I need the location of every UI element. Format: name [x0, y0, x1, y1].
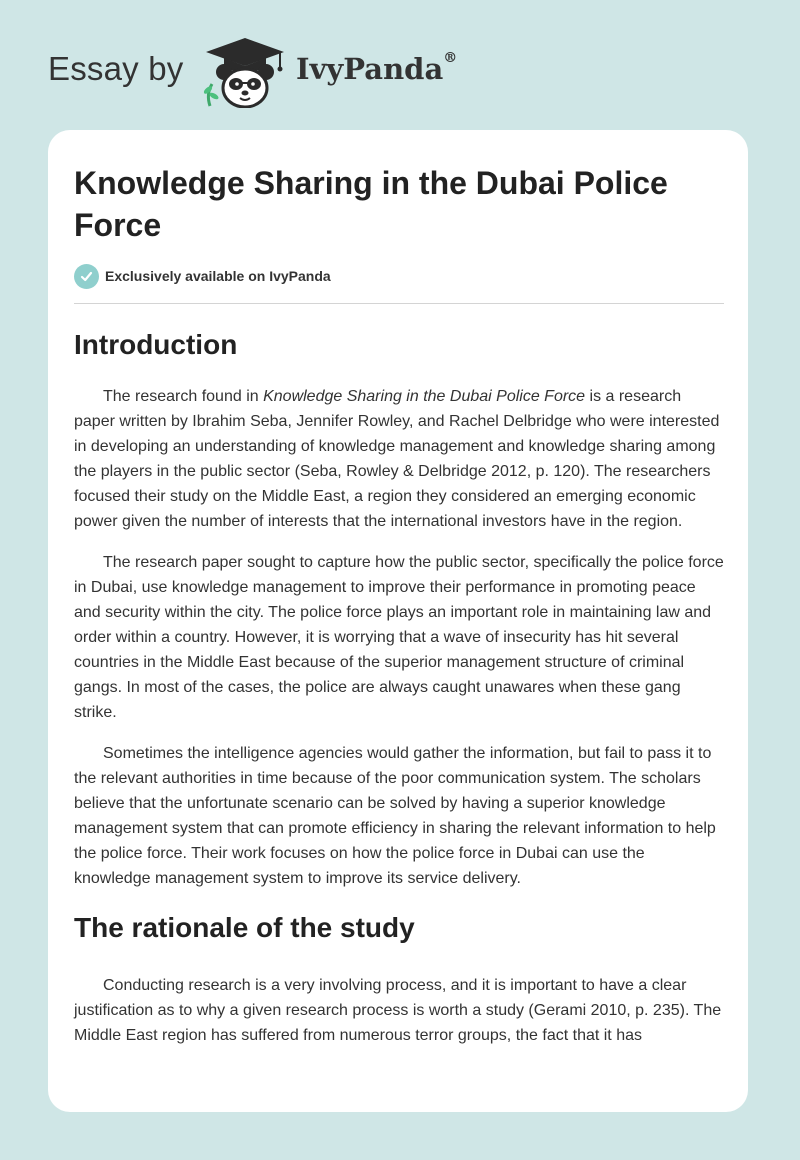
exclusive-badge-text: Exclusively available on IvyPanda — [105, 268, 331, 284]
brand-name-text: IvyPanda — [296, 52, 444, 86]
paragraph: Sometimes the intelligence agencies would gather the information, but fail to pass it to the relevant authorities in time because of the poor communication system. The scholars believe that the unfortunate scenario can be solved by having a superior knowledge management system that can promote efficiency in sharing the relevant information to help the police force. Their work focuses on how the police force in Dubai can use the knowledge management system to improve its service delivery. — [74, 745, 716, 887]
paragraph: The research paper sought to capture how the public sector, specifically the police force in Dubai, use knowledge management to improve their performance in promoting peace and security within the city. The police force plays an important role in maintaining law and order within a country. However, it is worrying that a wave of insecurity has hit several countries in the Middle East because of the superior management structure of criminal gangs. In most of the cases, the police are always caught unawares when these gang strike. — [74, 554, 724, 721]
brand-name[interactable] — [296, 52, 457, 86]
registered-mark: ® — [443, 50, 458, 66]
section-heading-introduction: Introduction — [74, 329, 238, 360]
site-header — [0, 0, 800, 130]
panda-logo-icon[interactable] — [200, 36, 290, 108]
paragraph-text: The research found in — [103, 388, 264, 405]
essay-content — [74, 324, 724, 1064]
essay-card — [48, 130, 748, 1112]
paragraph — [74, 384, 724, 534]
check-circle-icon — [74, 264, 99, 289]
paragraph-text: is a research paper written by Ibrahim Seba, Jennifer Rowley, and Rachel Delbridge who were interested in developing an understanding of knowledge management and knowledge sharing among the players in the public sector (Seba, Rowley & Delbridge 2012, p. 120). The researchers focused their study on the Middle East, a region they considered an emerging economic power given the number of interests that the international investors have in the region. — [74, 388, 720, 530]
section-heading-rationale: The rationale of the study — [74, 912, 415, 943]
paragraph: Conducting research is a very involving process, and it is important to have a clear justification as to why a given research process is worth a study (Gerami 2010, p. 235). The Middle East region has suffered from numerous terror groups, the fact that it has — [74, 977, 722, 1044]
essay-by-label: Essay by — [48, 50, 184, 87]
title-divider — [74, 303, 724, 304]
exclusive-badge — [74, 262, 331, 290]
page-title: Knowledge Sharing in the Dubai Police Force — [74, 165, 668, 243]
check-mark-icon — [80, 270, 93, 283]
paper-title-italic: Knowledge Sharing in the Dubai Police Force — [263, 388, 586, 405]
